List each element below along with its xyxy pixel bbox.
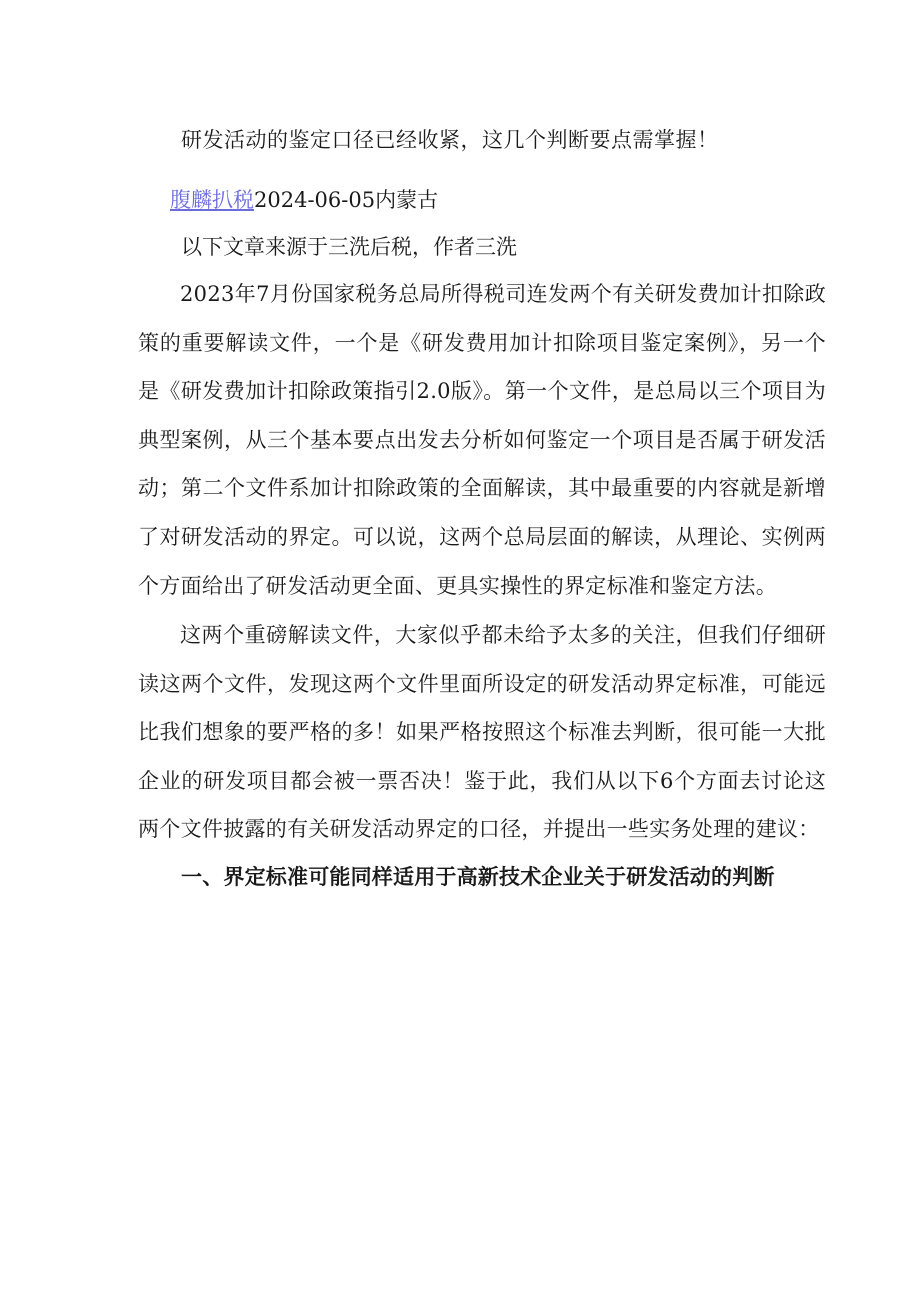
article-meta (170, 186, 438, 214)
publish-location: 内蒙古 (375, 188, 439, 212)
author-link[interactable]: 腹麟扒税 (170, 188, 254, 212)
source-note: 以下文章来源于三洗后税，作者三洗 (181, 235, 517, 259)
paragraph-2: 这两个重磅解读文件，大家似乎都未给予太多的关注，但我们仔细研读这两个文件，发现这两个文件里面所设定的研发活动界定标准，可能远比我们想象的要严格的多！如果严格按照这个标准去判断，很可能一大批企业的研发项目都会被一票否决！鉴于此，我们从以下6个方面去讨论这两个文件披露的有关研发活动界定的口径，并提出一些实务处理的建议： (138, 623, 826, 842)
paragraph-1: 2023年7月份国家税务总局所得税司连发两个有关研发费加计扣除政策的重要解读文件，一个是《研发费用加计扣除项目鉴定案例》，另一个是《研发费加计扣除政策指引2.0版》。第一个文件，是总局以三个项目为典型案例，从三个基本要点出发去分析如何鉴定一个项目是否属于研发活动；第二个文件系加计扣除政策的全面解读，其中最重要的内容就是新增了对研发活动的界定。可以说，这两个总局层面的解读，从理论、实例两个方面给出了研发活动更全面、更具实操性的界定标准和鉴定方法。 (138, 282, 826, 598)
article-title: 研发活动的鉴定口径已经收紧，这几个判断要点需掌握！ (181, 128, 719, 152)
section-heading: 一、界定标准可能同样适用于高新技术企业关于研发活动的判断 (181, 865, 775, 889)
publish-date: 2024-06-05 (254, 188, 376, 212)
